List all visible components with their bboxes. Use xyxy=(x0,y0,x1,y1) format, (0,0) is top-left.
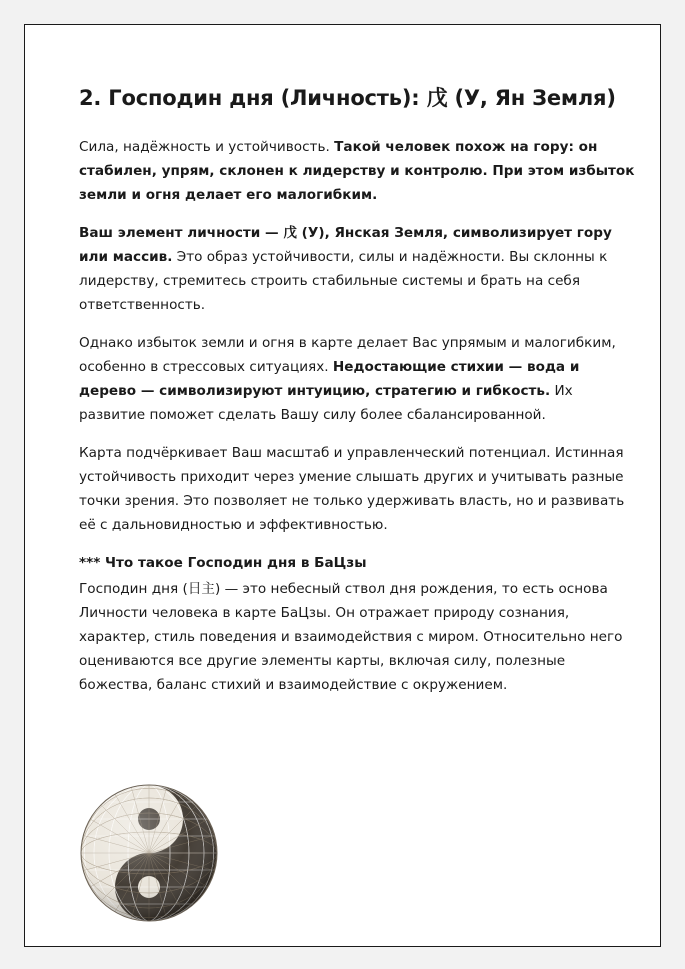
paragraph-1-bold: Такой человек похож на гору: он стабилен, упрям, склонен к лидерству и контролю. При этом избыток земли и огня делает его малогибким. xyxy=(79,139,635,203)
paragraph-3 xyxy=(79,331,639,427)
yin-yang-sphere-icon xyxy=(79,783,219,923)
section-heading: *** Что такое Господин дня в БаЦзы xyxy=(79,555,367,571)
paragraph-1 xyxy=(79,135,639,207)
document-page xyxy=(24,24,661,947)
paragraph-4: Карта подчёркивает Ваш масштаб и управленческий потенциал. Истинная устойчивость приходит через умение слышать других и учитывать разные точки зрения. Это позволяет не только удерживать власть, но и развивать её с дальновидностью и эффективностью. xyxy=(79,445,625,533)
paragraph-2-normal: Это образ устойчивости, силы и надёжности. Вы склонны к лидерству, стремитесь строить стабильные системы и брать на себя ответственность. xyxy=(79,249,608,313)
paragraph-2-bold: Ваш элемент личности — 戊 (У), Янская Земля, символизирует гору или массив. xyxy=(79,225,612,265)
paragraph-3-bold: Недостающие стихии — вода и дерево — символизируют интуицию, стратегию и гибкость. xyxy=(79,359,580,399)
document-content xyxy=(79,83,639,711)
paragraph-2 xyxy=(79,221,639,317)
section-body: Господин дня (日主) — это небесный ствол дня рождения, то есть основа Личности человека в карте БаЦзы. Он отражает природу сознания, характер, стиль поведения и взаимодействия с миром. Относительно него оцениваются все другие элементы карты, включая силу, полезные божества, баланс стихий и взаимодействие с окружением. xyxy=(79,581,623,693)
paragraph-3-normal-2: Их развитие поможет сделать Вашу силу более сбалансированной. xyxy=(79,383,573,423)
paragraph-3-normal-1: Однако избыток земли и огня в карте делает Вас упрямым и малогибким, особенно в стрессовых ситуациях. xyxy=(79,335,616,375)
paragraph-1-normal: Сила, надёжность и устойчивость. xyxy=(79,139,335,155)
page-title: 2. Господин дня (Личность): 戊 (У, Ян Земля) xyxy=(79,86,616,110)
